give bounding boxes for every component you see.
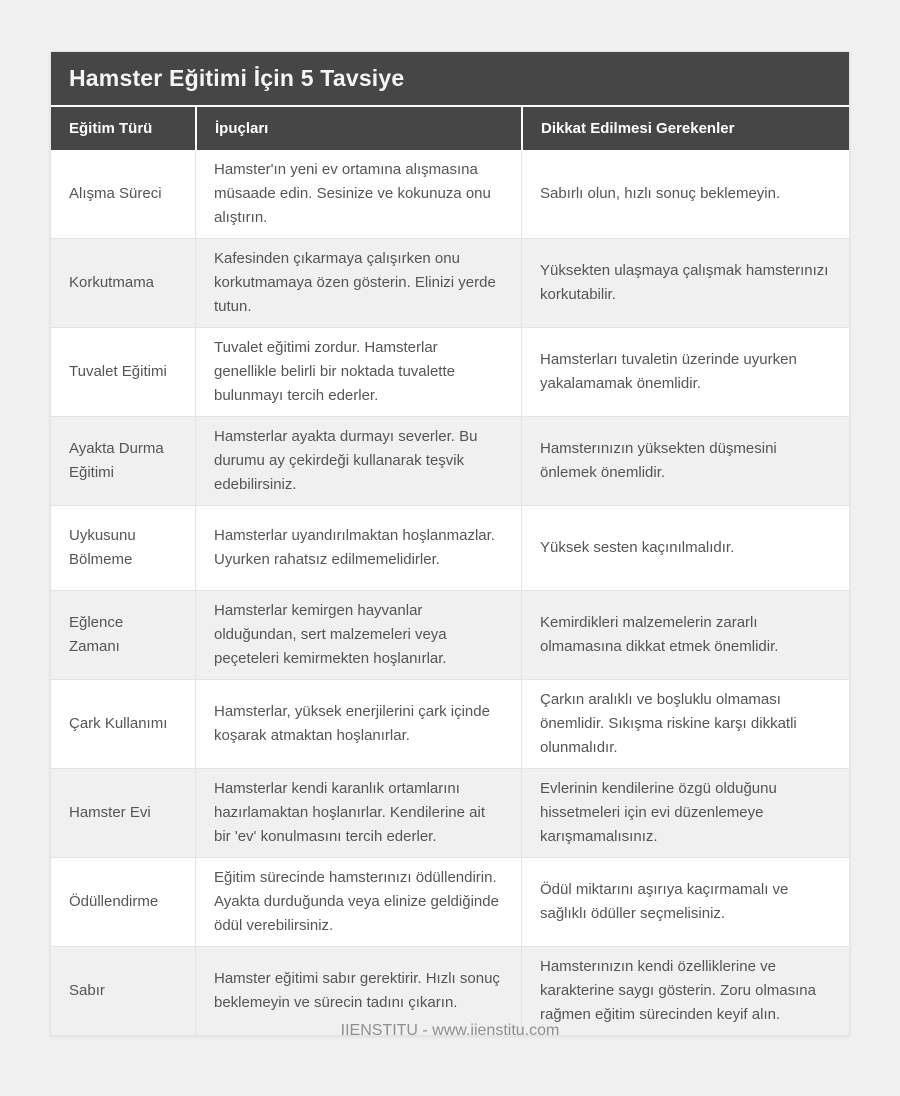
- cell-training-type: Hamster Evi: [69, 804, 151, 821]
- cell-training-type: Ayakta Durma Eğitimi: [69, 440, 164, 481]
- table-row: [51, 150, 849, 238]
- cell-cautions: Sabırlı olun, hızlı sonuç beklemeyin.: [521, 150, 849, 238]
- cell-cautions: Hamsterları tuvaletin üzerinde uyurken yakalamamak önemlidir.: [521, 328, 849, 416]
- table-body: [51, 150, 849, 1035]
- cell-tips: Hamsterlar ayakta durmayı severler. Bu durumu ay çekirdeği kullanarak teşvik edebilirsiniz.: [195, 417, 521, 505]
- column-header-tips: İpuçları: [195, 107, 521, 150]
- table-row: [51, 505, 849, 590]
- cell-tips: Hamsterlar kendi karanlık ortamlarını hazırlamaktan hoşlanırlar. Kendilerine ait bir 'ev' konulmasını tercih ederler.: [195, 769, 521, 857]
- column-header-cautions: Dikkat Edilmesi Gerekenler: [521, 107, 849, 150]
- cell-cautions: Kemirdikleri malzemelerin zararlı olmamasına dikkat etmek önemlidir.: [521, 591, 849, 679]
- cell-training-type: Sabır: [69, 982, 105, 999]
- cell-tips: Hamster'ın yeni ev ortamına alışmasına müsaade edin. Sesinize ve kokunuza onu alıştırın.: [195, 150, 521, 238]
- cell-tips: Hamster eğitimi sabır gerektirir. Hızlı sonuç beklemeyin ve sürecin tadını çıkarın.: [195, 947, 521, 1035]
- cell-training-type: Çark Kullanımı: [69, 715, 168, 732]
- footer-credit: IIENSTITU - www.iienstitu.com: [340, 1022, 560, 1039]
- cell-tips: Tuvalet eğitimi zordur. Hamsterlar genellikle belirli bir noktada tuvalette bulunmayı tercih ederler.: [195, 328, 521, 416]
- cell-training-type: Korkutmama: [69, 274, 155, 291]
- cell-cautions: Ödül miktarını aşırıya kaçırmamalı ve sağlıklı ödüller seçmelisiniz.: [521, 858, 849, 946]
- table-row: [51, 857, 849, 946]
- cell-tips: Hamsterlar, yüksek enerjilerini çark içinde koşarak atmaktan hoşlanırlar.: [195, 680, 521, 768]
- column-header-training-type: Eğitim Türü: [69, 120, 153, 137]
- cell-training-type: Eğlence Zamanı: [69, 614, 124, 655]
- cell-training-type: Ödüllendirme: [69, 893, 159, 910]
- cell-tips: Eğitim sürecinde hamsterınızı ödüllendirin. Ayakta durduğunda veya elinize geldiğinde ödül verebilirsiniz.: [195, 858, 521, 946]
- cell-training-type: Tuvalet Eğitimi: [69, 363, 167, 380]
- cell-tips: Hamsterlar kemirgen hayvanlar olduğundan, sert malzemeleri veya peçeteleri kemirmekten hoşlanırlar.: [195, 591, 521, 679]
- table-row: [51, 416, 849, 505]
- cell-training-type: Alışma Süreci: [69, 185, 162, 202]
- table-header-row: [51, 107, 849, 150]
- cell-cautions: Yüksek sesten kaçınılmalıdır.: [521, 506, 849, 590]
- table-row: [51, 768, 849, 857]
- cell-cautions: Hamsterınızın yüksekten düşmesini önlemek önemlidir.: [521, 417, 849, 505]
- training-table-card: [50, 51, 850, 1036]
- table-row: [51, 679, 849, 768]
- cell-tips: Kafesinden çıkarmaya çalışırken onu korkutmamaya özen gösterin. Elinizi yerde tutun.: [195, 239, 521, 327]
- card-title: Hamster Eğitimi İçin 5 Tavsiye: [51, 52, 849, 107]
- cell-tips: Hamsterlar uyandırılmaktan hoşlanmazlar. Uyurken rahatsız edilmemelidirler.: [195, 506, 521, 590]
- cell-training-type: Uykusunu Bölmeme: [69, 527, 136, 568]
- table-row: [51, 238, 849, 327]
- table-row: [51, 590, 849, 679]
- cell-cautions: Hamsterınızın kendi özelliklerine ve karakterine saygı gösterin. Zoru olmasına rağmen eğitim sürecinden keyif alın.: [521, 947, 849, 1035]
- cell-cautions: Evlerinin kendilerine özgü olduğunu hissetmeleri için evi düzenlemeye karışmamalısınız.: [521, 769, 849, 857]
- cell-cautions: Çarkın aralıklı ve boşluklu olmaması önemlidir. Sıkışma riskine karşı dikkatli olunmalıdır.: [521, 680, 849, 768]
- cell-cautions: Yüksekten ulaşmaya çalışmak hamsterınızı korkutabilir.: [521, 239, 849, 327]
- table-row: [51, 327, 849, 416]
